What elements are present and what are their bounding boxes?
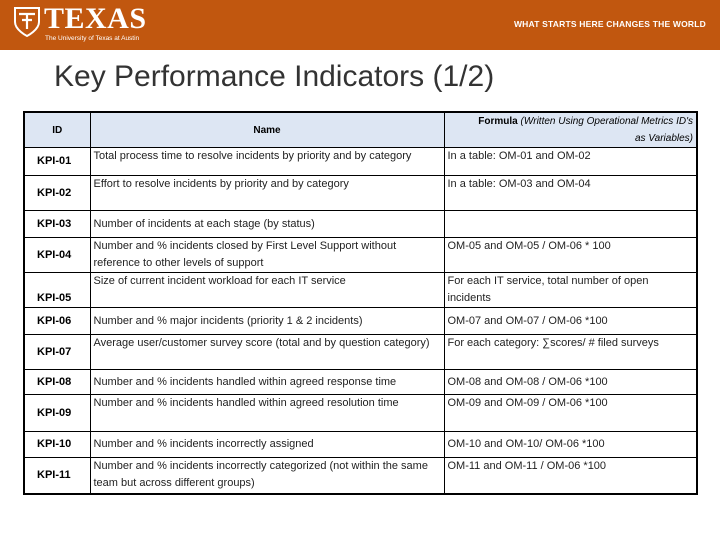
logo-subline: The University of Texas at Austin (45, 35, 140, 42)
kpi-id: KPI-01 (24, 148, 90, 176)
kpi-name: Number and % incidents handled within agreed response time (90, 370, 444, 395)
kpi-id: KPI-11 (24, 458, 90, 494)
kpi-id: KPI-02 (24, 176, 90, 211)
table-row (24, 176, 697, 211)
kpi-id: KPI-06 (24, 308, 90, 335)
kpi-id: KPI-09 (24, 395, 90, 432)
table-row (24, 335, 697, 370)
shield-seal-icon (14, 7, 40, 37)
kpi-name: Effort to resolve incidents by priority and by category (90, 176, 444, 211)
column-header-formula (444, 112, 697, 148)
kpi-name: Number and % incidents incorrectly categorized (not within the same team but across different groups) (90, 458, 444, 494)
table-row (24, 432, 697, 458)
kpi-formula: OM-05 and OM-05 / OM-06 * 100 (444, 238, 697, 273)
kpi-formula: OM-09 and OM-09 / OM-06 *100 (444, 395, 697, 432)
kpi-id: KPI-07 (24, 335, 90, 370)
kpi-name: Total process time to resolve incidents by priority and by category (90, 148, 444, 176)
table-row (24, 148, 697, 176)
page-title: Key Performance Indicators (1/2) (54, 60, 495, 93)
kpi-name: Number and % incidents closed by First Level Support without reference to other levels of support (90, 238, 444, 273)
logo-wordmark: TEXAS (44, 2, 147, 35)
kpi-name: Average user/customer survey score (total and by question category) (90, 335, 444, 370)
table-row (24, 211, 697, 238)
formula-header-bold: Formula (478, 116, 518, 127)
formula-header-italic-2: as Variables) (635, 133, 693, 144)
table-row (24, 370, 697, 395)
kpi-formula: For each IT service, total number of open incidents (444, 273, 697, 308)
column-header-id: ID (24, 112, 90, 148)
kpi-table (23, 111, 698, 495)
kpi-formula (444, 211, 697, 238)
kpi-formula: OM-08 and OM-08 / OM-06 *100 (444, 370, 697, 395)
kpi-name: Number and % incidents handled within agreed resolution time (90, 395, 444, 432)
kpi-id: KPI-03 (24, 211, 90, 238)
university-logo[interactable] (14, 2, 147, 44)
kpi-id: KPI-05 (24, 273, 90, 308)
kpi-formula: OM-07 and OM-07 / OM-06 *100 (444, 308, 697, 335)
kpi-formula: OM-11 and OM-11 / OM-06 *100 (444, 458, 697, 494)
table-row (24, 238, 697, 273)
kpi-id: KPI-08 (24, 370, 90, 395)
header-tagline: WHAT STARTS HERE CHANGES THE WORLD (513, 19, 706, 29)
kpi-id: KPI-10 (24, 432, 90, 458)
header-banner (0, 0, 720, 50)
kpi-name: Size of current incident workload for each IT service (90, 273, 444, 308)
kpi-formula: In a table: OM-03 and OM-04 (444, 176, 697, 211)
table-row (24, 273, 697, 308)
kpi-name: Number of incidents at each stage (by status) (90, 211, 444, 238)
kpi-formula: OM-10 and OM-10/ OM-06 *100 (444, 432, 697, 458)
column-header-name: Name (90, 112, 444, 148)
kpi-formula: For each category: ∑scores/ # filed surveys (444, 335, 697, 370)
kpi-formula: In a table: OM-01 and OM-02 (444, 148, 697, 176)
table-row (24, 395, 697, 432)
kpi-name: Number and % incidents incorrectly assigned (90, 432, 444, 458)
table-row (24, 308, 697, 335)
kpi-id: KPI-04 (24, 238, 90, 273)
formula-header-italic-1: (Written Using Operational Metrics ID's (520, 116, 693, 127)
table-row (24, 458, 697, 494)
kpi-name: Number and % major incidents (priority 1 & 2 incidents) (90, 308, 444, 335)
